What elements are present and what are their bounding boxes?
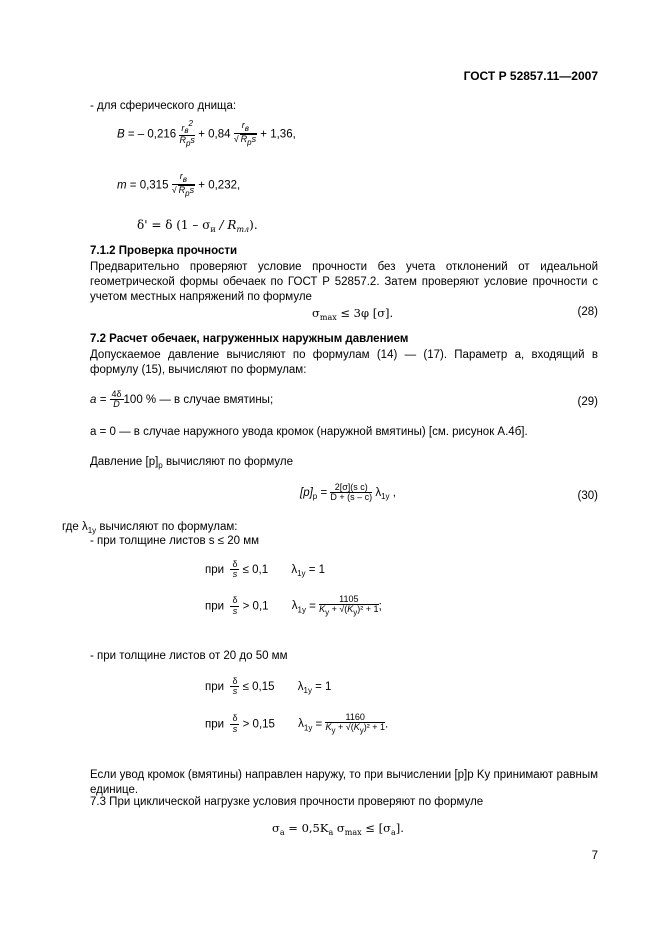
equation-number-29: (29) — [577, 396, 598, 408]
condition-3: при $\frac{\delta}{s}$ ≤ 0,15 $\lambda_{1y} = 1$ — [205, 676, 332, 697]
formula-b: B = – 0,216 $\frac{rв2}{\text{Rps}}$ + 0,84 $\frac{rв}{\text{√ Rps}}$ + 1,36, — [117, 119, 296, 149]
formula-30: $[p]_p$ = $\frac{\text{2[σ](s c)}}{D + (s - c)}$ $\lambda_{1y}$ , — [300, 482, 396, 503]
cyclic-text: 7.3 При циклической нагрузке условия прочности проверяют по формуле — [90, 796, 484, 808]
outward-text: Если увод кромок (вмятины) направлен наружу, то при вычислении [p]p Ky принимают равным единице. — [90, 769, 598, 796]
formula-m: m = 0,315 $\frac{rв}{\text{√ Rps}}$ + 0,232, — [117, 171, 241, 199]
section-text-712: Предварительно проверяют условие прочности без учета отклонений от идеальной геометрической формы обечаек по ГОСТ Р 52857.2. Затем проверяют условие прочности с учетом местных напряжений по формуле — [90, 261, 598, 303]
condition-4: при $\frac{\delta}{s}$ > 0,15 $\lambda_{1y}$ = $\frac{1160}{\text{Ky + √(Ky)² + 1}}$ . — [205, 712, 389, 736]
pressure-text: Давление $[p]_p$ вычисляют по формуле — [90, 456, 293, 470]
document-header: ГОСТ Р 52857.11—2007 — [463, 69, 598, 83]
equation-number-28: (28) — [577, 306, 598, 318]
thickness-20-50: - при толщине листов от 20 до 50 мм — [90, 650, 288, 662]
condition-2: при $\frac{\delta}{s}$ > 0,1 $\lambda_{1y}$ = $\frac{1105}{\text{Ky + √(Ky)² + 1}}$ ; — [205, 594, 382, 618]
where-text: где $\lambda_{1y}$ вычисляют по формулам: — [62, 521, 238, 535]
spherical-label: - для сферического днища: — [90, 100, 237, 112]
formula-cyclic: $\sigma_a = 0,5K_a$ $\sigma_{max} \le [\sigma_a]$. — [272, 821, 404, 837]
formula-delta: δ' = δ $(1 - \sigma_и / R_{mл})$. — [137, 218, 258, 234]
section-text-72: Допускаемое давление вычисляют по формулам (14) — (17). Параметр a, входящий в формулу (15), вычисляют по формулам: — [90, 349, 598, 376]
condition-1: при $\frac{\delta}{s}$ ≤ 0,1 $\lambda_{1y} = 1$ — [205, 559, 326, 580]
equation-number-30: (30) — [577, 490, 598, 502]
section-title-72: 7.2 Расчет обечаек, нагруженных наружным давлением — [90, 333, 409, 345]
page-number: 7 — [591, 850, 598, 862]
thickness-20: - при толщине листов s ≤ 20 мм — [90, 535, 260, 547]
formula-29: a = $\frac{4\delta}{D}$ 100 % — в случае вмятины; — [90, 389, 274, 410]
a-zero-text: a = 0 — в случае наружного увода кромок (наружной вмятины) [см. рисунок А.4б]. — [90, 426, 528, 438]
section-title-712: 7.1.2 Проверка прочности — [90, 245, 238, 257]
formula-28: $\sigma_{max} \le 3\varphi$ [σ]. — [312, 306, 394, 322]
